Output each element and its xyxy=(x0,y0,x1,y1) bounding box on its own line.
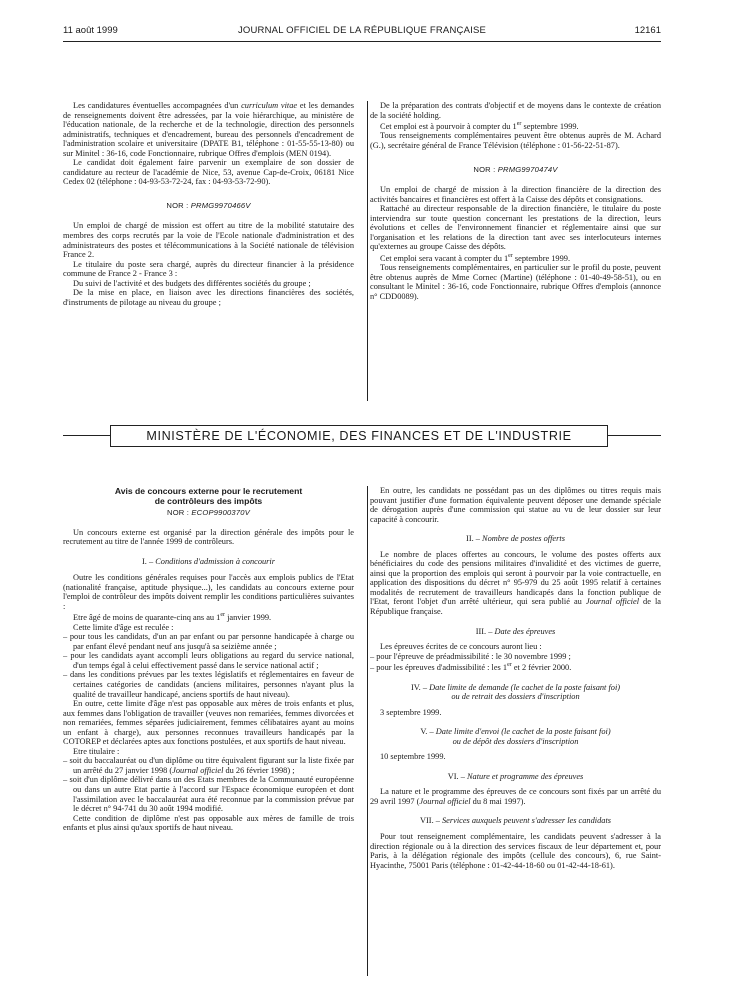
top-right-column xyxy=(370,101,661,401)
list-item: – dans les conditions prévues par les textes législatifs et réglementaires en faveur de certaines catégories de candidats (anciens militaires, personnes n'ayant plus la qualité de travailleur handicapé, anciens sportifs de haut niveau). xyxy=(63,670,354,699)
bottom-left-column xyxy=(63,486,354,976)
page-header xyxy=(63,25,661,39)
section-heading: VI. – Nature et programme des épreuves xyxy=(447,771,584,781)
section-heading: V. – Date limite d'envoi (le cachet de la poste faisant foi) ou de dépôt des dossiers d'inscription xyxy=(420,727,611,746)
list-item: – pour les épreuves d'admissibilité : les 1er et 2 février 2000. xyxy=(370,662,572,672)
paragraph: La nature et le programme des épreuves de ce concours sont fixés par un arrêté du 29 avril 1997 (Journal officiel du 8 mai 1997). xyxy=(370,787,661,806)
paragraph: Le nombre de places offertes au concours, le volume des postes offerts aux bénéficiaires du code des pensions militaires d'invalidité et des victimes de guerre, ainsi que la proportion des emplois qui seront à pourvoir par la voie contractuelle, en application des dispositions du décret n° 95-979 du 25 août 1995 relatif à certaines modalités de recrutement de travailleurs handicapés dans la fonction publique de l'Etat, feront l'objet d'un arrêté ultérieur, qui sera publié au Journal officiel de la République française. xyxy=(370,549,661,617)
list-item: – soit d'un diplôme délivré dans un des Etats membres de la Communauté européenne ou dans un autre Etat partie à l'accord sur l'Espace économique européen et dont l'assimilation avec le baccalauréat aura été reconnue par la commission prévue par le décret n° 94-741 du 30 août 1994 modifié. xyxy=(63,775,354,814)
notice-title: de contrôleurs des impôts xyxy=(154,496,263,506)
header-date: 11 août 1999 xyxy=(63,25,118,36)
ministry-banner: MINISTÈRE DE L'ÉCONOMIE, DES FINANCES ET DE L'INDUSTRIE xyxy=(110,425,608,447)
paragraph: De la mise en place, en liaison avec les directions financières des sociétés, d'instruments de pilotage au niveau du groupe ; xyxy=(63,288,354,307)
top-left-column xyxy=(63,101,354,371)
list-item: – pour tous les candidats, d'un an par enfant ou par personne handicapée à charge ou par enfant élevé pendant neuf ans jusqu'à sa seizième année ; xyxy=(63,632,354,651)
paragraph: Un concours externe est organisé par la direction générale des impôts pour le recrutement au titre de l'année 1999 de contrôleurs. xyxy=(63,527,354,547)
section-heading: I. – Conditions d'admission à concourir xyxy=(142,556,275,566)
bottom-right-column xyxy=(370,486,661,976)
paragraph: Rattaché au directeur responsable de la direction financière, le titulaire du poste interviendra sur toute question concernant les prestations de la direction, leurs évolutions et celles de l'environnement financier et réglementaire ainsi que sur l'organisation et les relations de la direction tant avec ses interlocuteurs internes qu'externes au groupe Caisse des dépôts. xyxy=(370,204,661,252)
paragraph: Cet emploi est à pourvoir à compter du 1er septembre 1999. xyxy=(380,121,579,131)
column-divider-top xyxy=(367,101,368,401)
paragraph: Le candidat doit également faire parvenir un exemplaire de son dossier de candidature au recteur de l'académie de Nice, 53, avenue Cap-de-Croix, 06181 Nice Cedex 02 (téléphone : 04-93-53-72-24, fax : 04-93-53-72-90). xyxy=(63,158,354,187)
paragraph: En outre, cette limite d'âge n'est pas opposable aux mères de trois enfants et plus, aux femmes dans l'obligation de travailler (veuves non remariées, femmes divorcées et non remariées, femmes séparées judiciairement, femmes célibataires ayant au moins un enfant à charge), aux personnes reconnues travailleurs handicapés par la COTOREP et déclarées aptes aux fonctions postulées, et aux sportifs de haut niveau. xyxy=(63,699,354,747)
nor-reference: NOR : PRMG9970466V xyxy=(166,200,251,210)
paragraph: Outre les conditions générales requises pour l'accès aux emplois publics de l'Etat (nationalité française, aptitude physique...), les candidats au concours externe pour l'emploi de contrôleur des impôts doivent remplir les conditions particulières suivantes : xyxy=(63,573,354,611)
paragraph: Tous renseignements complémentaires peuvent être obtenus auprès de M. Achard (G.), secrétaire général de France Télévision (téléphone : 01-56-22-51-87). xyxy=(370,131,661,150)
paragraph: Cette limite d'âge est reculée : xyxy=(73,622,174,632)
section-heading: IV. – Date limite de demande (le cachet de la poste faisant foi) ou de retrait des dossiers d'inscription xyxy=(410,682,621,702)
paragraph: Les épreuves écrites de ce concours auront lieu : xyxy=(380,642,542,652)
paragraph: Les candidatures éventuelles accompagnées d'un curriculum vitae et les demandes de renseignements doivent être adressées, par la voie hiérarchique, au ministère de l'éducation nationale, de la recherche et de la technologie, direction des personnels administratifs, techniques et d'encadrement, bureau des personnels d'encadrement de l'administration scolaire et universitaire (DPATE B1, téléphone : 01-55-55-13-80) ou sur Minitel : 36-16, code Fonctionnaire, rubrique Offres d'emplois (MEN 0194). xyxy=(63,101,354,158)
paragraph: Du suivi de l'activité et des budgets des différentes sociétés du groupe ; xyxy=(73,278,311,288)
paragraph: Tous renseignements complémentaires, en particulier sur le profil du poste, peuvent être obtenus auprès de Mme Cornec (Martine) (téléphone : 01-40-49-58-51), ou en consultant le Minitel : 36-16, code Fonctionnaire, rubrique Offres d'emplois (annonce n° CDD0089). xyxy=(370,263,661,301)
paragraph: 3 septembre 1999. xyxy=(380,707,442,717)
section-heading: II. – Nombre de postes offerts xyxy=(466,534,565,544)
paragraph: 10 septembre 1999. xyxy=(380,752,446,762)
paragraph: Cette condition de diplôme n'est pas opposable aux mères de famille de trois enfants et plus ainsi qu'aux sportifs de haut niveau. xyxy=(63,813,354,833)
paragraph: Un emploi de chargé de mission est offert au titre de la mobilité statutaire des membres des corps recrutés par la voie de l'Ecole nationale d'administration et des administrateurs des postes et télécommunications à la Société nationale de télévision France 2. xyxy=(63,221,354,260)
nor-reference: NOR : ECOP9900370V xyxy=(167,508,250,517)
paragraph: En outre, les candidats ne possédant pas un des diplômes ou titres requis mais pouvant justifier d'une formation équivalente peuvent déposer une demande spéciale de dérogation auprès d'une commission qui statue au vu de leur dossier sur leur capacité à concourir. xyxy=(370,486,661,524)
section-heading: III. – Date des épreuves xyxy=(475,626,556,636)
list-item: – pour l'épreuve de préadmissibilité : le 30 novembre 1999 ; xyxy=(370,651,571,661)
paragraph: Le titulaire du poste sera chargé, auprès du directeur financier à la présidence commune de France 2 - France 3 : xyxy=(63,259,354,279)
paragraph: Etre titulaire : xyxy=(73,746,120,756)
section-heading: VII. – Services auxquels peuvent s'adresser les candidats xyxy=(419,816,612,826)
list-item: – soit du baccalauréat ou d'un diplôme ou titre équivalent figurant sur la liste fixée par un arrêté du 27 janvier 1998 (Journal officiel du 26 février 1998) ; xyxy=(63,756,354,775)
header-rule xyxy=(63,41,661,42)
nor-reference: NOR : PRMG9970474V xyxy=(473,164,558,174)
header-page-number: 12161 xyxy=(634,25,661,36)
header-journal-title: JOURNAL OFFICIEL DE LA RÉPUBLIQUE FRANÇAISE xyxy=(237,25,487,36)
paragraph: De la préparation des contrats d'objectif et de moyens dans le contexte de création de la société holding. xyxy=(370,101,661,120)
paragraph: Pour tout renseignement complémentaire, les candidats peuvent s'adresser à la direction régionale ou à la direction des services fiscaux de leur département et, pour Paris, à la délégation régionale des impôts (cellule des concours), 6, rue Saint-Hyacinthe, 75001 Paris (téléphone : 01-42-44-18-60 ou 01-42-44-18-61). xyxy=(370,832,661,870)
list-item: – pour les candidats ayant accompli leurs obligations au regard du service national, d'un temps égal à celui effectivement passé dans le service national actif ; xyxy=(63,651,354,670)
paragraph: Cet emploi sera vacant à compter du 1er septembre 1999. xyxy=(380,252,571,263)
notice-title: Avis de concours externe pour le recrutement xyxy=(114,486,303,496)
column-divider-bottom xyxy=(367,486,368,976)
paragraph: Un emploi de chargé de mission à la direction financière de la direction des activités bancaires et financières est offert à la Caisse des dépôts et consignations. xyxy=(370,185,661,204)
paragraph: Etre âgé de moins de quarante-cinq ans au 1er janvier 1999. xyxy=(73,612,272,623)
